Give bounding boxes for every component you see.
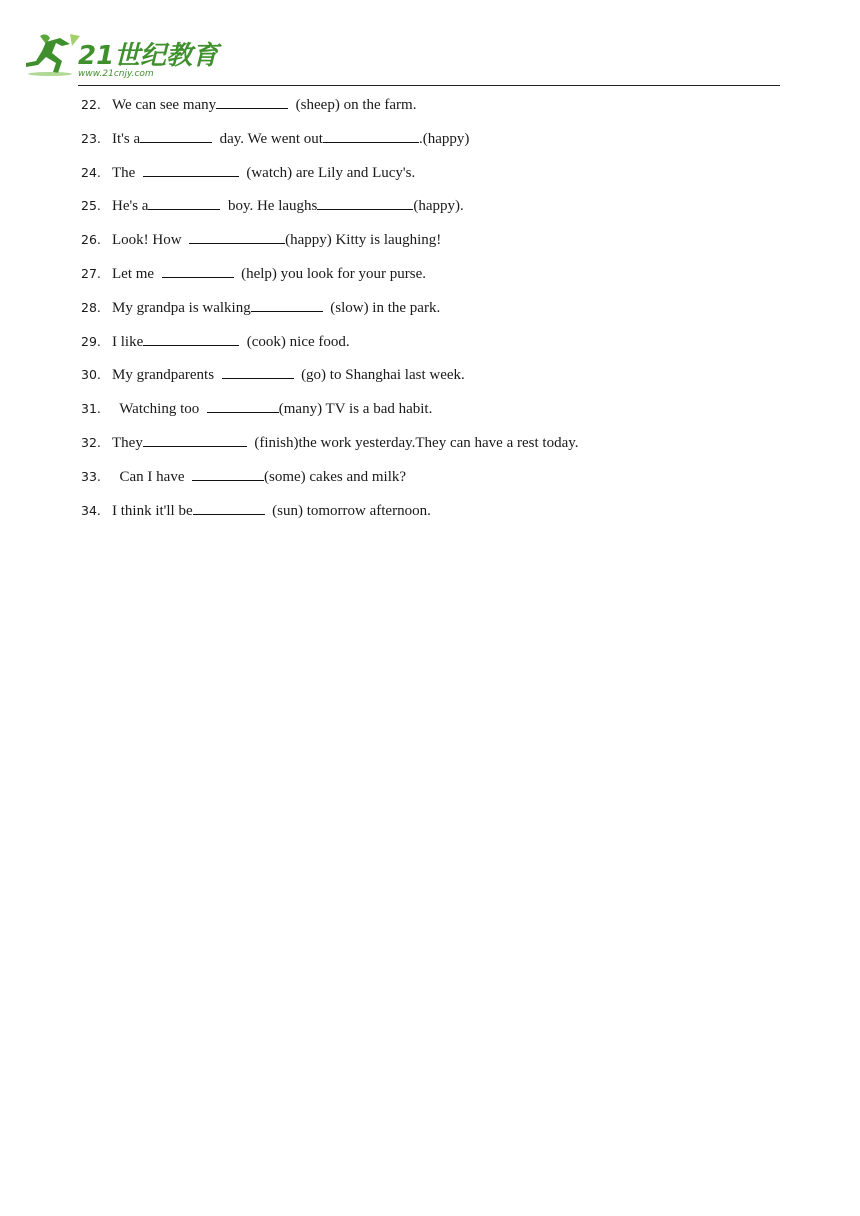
question-text: Can I have: [112, 468, 192, 485]
question-text: .(happy): [418, 130, 470, 147]
question-text: (sheep) on the farm.: [288, 97, 417, 113]
question-text: He's a: [112, 198, 149, 215]
question-text: They: [112, 434, 143, 451]
question-text: I like: [112, 333, 144, 350]
answer-blank[interactable]: [222, 364, 294, 379]
question-number: 27.: [81, 265, 101, 281]
question-list: [81, 94, 801, 533]
question-text: (happy) Kitty is laughing!: [285, 232, 442, 249]
question-text: We can see many: [112, 97, 217, 113]
question-30: [81, 364, 801, 398]
logo-url-text: www.21cnjy.com: [78, 69, 154, 79]
question-number: 23.: [81, 130, 101, 146]
question-text: (many) TV is a bad habit.: [278, 401, 433, 418]
question-text: (sun) tomorrow afternoon.: [264, 502, 431, 519]
question-number: 24.: [81, 164, 101, 180]
header-rule: [78, 85, 780, 86]
answer-blank[interactable]: [192, 466, 264, 481]
question-text: Let me: [112, 265, 162, 282]
question-26: [81, 229, 801, 263]
question-28: [81, 297, 801, 331]
question-number: 29.: [81, 333, 101, 349]
question-text: My grandpa is walking: [112, 299, 251, 316]
question-31: [81, 398, 801, 432]
question-text: I think it'll be: [112, 502, 193, 519]
question-text: It's a: [112, 130, 141, 147]
question-text: day. We went out: [212, 130, 323, 147]
question-23: [81, 128, 801, 162]
question-number: 26.: [81, 232, 101, 248]
question-number: 31.: [81, 401, 101, 417]
answer-blank[interactable]: [143, 432, 247, 447]
page-header: [26, 30, 786, 86]
answer-blank[interactable]: [162, 263, 234, 278]
question-24: [81, 162, 801, 196]
answer-blank[interactable]: [140, 128, 212, 143]
answer-blank[interactable]: [207, 398, 279, 413]
answer-blank[interactable]: [317, 195, 413, 210]
question-text: (help) you look for your purse.: [233, 265, 427, 282]
logo-21cnjy: [26, 30, 219, 80]
question-number: 25.: [81, 198, 101, 214]
question-25: [81, 195, 801, 229]
question-text: The: [112, 164, 143, 181]
question-33: [81, 466, 801, 500]
question-text: Look! How: [112, 232, 190, 249]
question-text: (some) cakes and milk?: [263, 468, 407, 485]
answer-blank[interactable]: [143, 162, 239, 177]
question-27: [81, 263, 801, 297]
question-number: 22.: [81, 97, 101, 112]
answer-blank[interactable]: [143, 331, 239, 346]
answer-blank[interactable]: [189, 229, 285, 244]
question-text: (slow) in the park.: [322, 299, 441, 316]
question-text: (finish)the work yesterday.They can have a rest today.: [246, 434, 579, 451]
question-number: 33.: [81, 468, 101, 484]
question-32: [81, 432, 801, 466]
answer-blank[interactable]: [323, 128, 419, 143]
question-text: (watch) are Lily and Lucy's.: [238, 164, 416, 181]
question-number: 28.: [81, 299, 101, 315]
question-text: (cook) nice food.: [239, 333, 350, 350]
question-29: [81, 331, 801, 365]
question-number: 30.: [81, 367, 101, 383]
question-text: Watching too: [112, 401, 207, 418]
logo-main-text: 21世纪教育: [78, 41, 219, 71]
question-text: (go) to Shanghai last week.: [293, 367, 465, 384]
answer-blank[interactable]: [193, 500, 265, 515]
question-text: boy. He laughs: [220, 198, 318, 215]
answer-blank[interactable]: [251, 297, 323, 312]
question-text: (happy).: [413, 198, 464, 215]
question-34: [81, 500, 801, 534]
answer-blank[interactable]: [148, 195, 220, 210]
answer-blank[interactable]: [216, 94, 288, 109]
question-number: 34.: [81, 502, 101, 518]
question-text: My grandparents: [112, 367, 222, 384]
question-number: 32.: [81, 434, 101, 450]
question-22: [81, 94, 801, 128]
